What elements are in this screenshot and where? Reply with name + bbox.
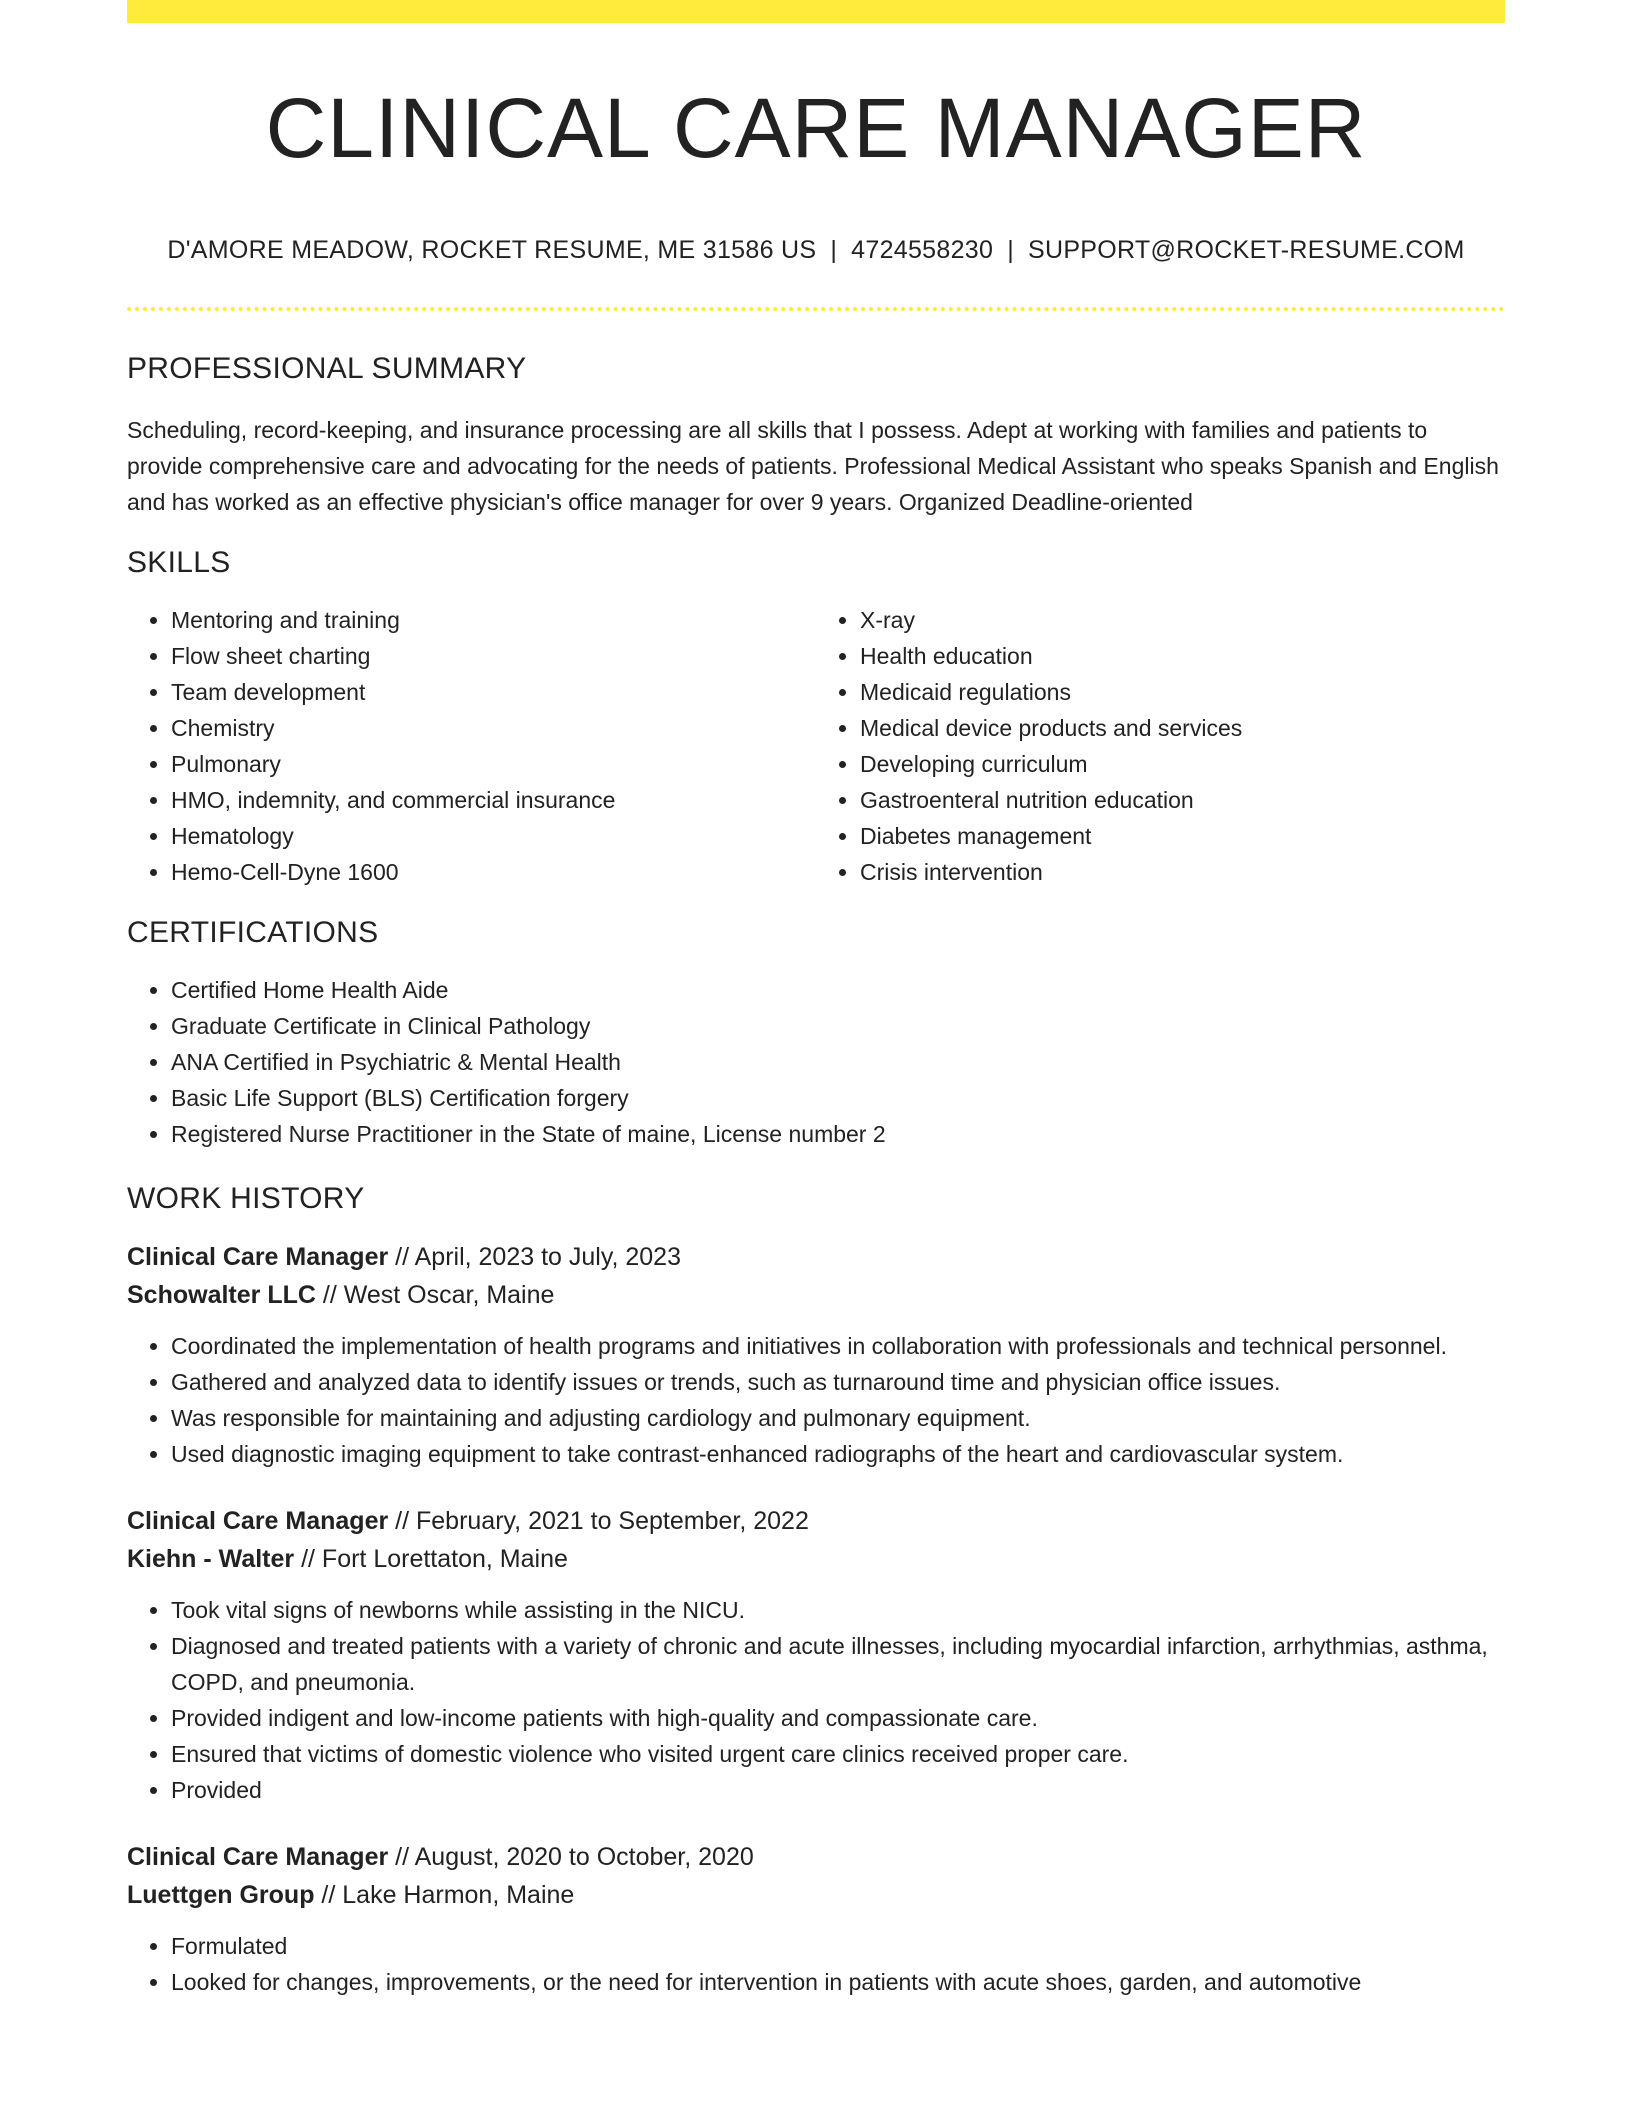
job-title-line <box>127 1502 1505 1540</box>
job-company: Luettgen Group <box>127 1881 315 1909</box>
job-bullet: • Used diagnostic imaging equipment to take contrast-enhanced radiographs of the heart and cardiovascular system. <box>171 1436 1505 1472</box>
skill-item: • Team development <box>171 674 816 710</box>
dotted-divider <box>127 307 1505 311</box>
job-bullets <box>127 1328 1505 1472</box>
certification-item: • ANA Certified in Psychiatric & Mental Health <box>171 1044 1505 1080</box>
job-company-line <box>127 1276 1505 1314</box>
skill-item: • HMO, indemnity, and commercial insurance <box>171 782 816 818</box>
skill-item: • Gastroenteral nutrition education <box>860 782 1505 818</box>
skills-right-list <box>816 602 1505 890</box>
job-title: Clinical Care Manager <box>127 1507 389 1535</box>
job-bullet: • Ensured that victims of domestic violence who visited urgent care clinics received proper care. <box>171 1736 1505 1772</box>
certifications-section <box>127 916 1505 1152</box>
skill-item: • Hematology <box>171 818 816 854</box>
job-entry <box>127 1238 1505 1472</box>
job-dates: // April, 2023 to July, 2023 <box>388 1243 681 1271</box>
summary-text: Scheduling, record-keeping, and insurance processing are all skills that I possess. Adept at working with families and patients to provide comprehensive care and advocating for the needs of patients. Professional Medical Assistant who speaks Spanish and English and has worked as an effective physician's office manager for over 9 years. Organized Deadline-oriented <box>127 417 1499 515</box>
job-company: Kiehn - Walter <box>127 1545 295 1573</box>
skill-item: • X-ray <box>860 602 1505 638</box>
resume-content <box>127 352 1505 2000</box>
job-title-line <box>127 1238 1505 1276</box>
skill-item: • Mentoring and training <box>171 602 816 638</box>
job-title: Clinical Care Manager <box>127 1843 389 1871</box>
job-bullet: • Looked for changes, improvements, or the need for intervention in patients with acute shoes, garden, and automotive <box>171 1964 1505 2000</box>
resume-name: CLINICAL CARE MANAGER <box>265 81 1367 175</box>
summary-section <box>127 352 1505 520</box>
certification-item: • Registered Nurse Practitioner in the State of maine, License number 2 <box>171 1116 1505 1152</box>
work-history-section <box>127 1182 1505 2000</box>
contact-phone: 4724558230 <box>851 236 994 264</box>
job-company-line <box>127 1876 1505 1914</box>
job-title: Clinical Care Manager <box>127 1243 389 1271</box>
job-company-line <box>127 1540 1505 1578</box>
skill-item: • Flow sheet charting <box>171 638 816 674</box>
contact-address: D'AMORE MEADOW, ROCKET RESUME, ME 31586 US <box>167 236 817 264</box>
skill-item: • Crisis intervention <box>860 854 1505 890</box>
job-dates: // February, 2021 to September, 2022 <box>388 1507 809 1535</box>
contact-email: SUPPORT@ROCKET-RESUME.COM <box>1028 236 1465 264</box>
job-bullet: • Was responsible for maintaining and adjusting cardiology and pulmonary equipment. <box>171 1400 1505 1436</box>
skill-item: • Hemo-Cell-Dyne 1600 <box>171 854 816 890</box>
job-dates: // August, 2020 to October, 2020 <box>388 1843 754 1871</box>
skill-item: • Medicaid regulations <box>860 674 1505 710</box>
certification-item: • Basic Life Support (BLS) Certification forgery <box>171 1080 1505 1116</box>
contact-separator: | <box>1007 236 1014 264</box>
skill-item: • Developing curriculum <box>860 746 1505 782</box>
contact-separator: | <box>830 236 838 264</box>
certification-item: • Graduate Certificate in Clinical Pathology <box>171 1008 1505 1044</box>
skill-item: • Medical device products and services <box>860 710 1505 746</box>
skill-item: • Diabetes management <box>860 818 1505 854</box>
job-bullet: • Gathered and analyzed data to identify issues or trends, such as turnaround time and physician office issues. <box>171 1364 1505 1400</box>
skill-item: • Pulmonary <box>171 746 816 782</box>
skills-columns <box>127 602 1505 890</box>
certifications-list <box>127 972 1505 1152</box>
job-bullet: • Provided <box>171 1772 1505 1808</box>
job-entry <box>127 1838 1505 2000</box>
contact-line <box>127 236 1505 265</box>
skills-left-list <box>127 602 816 890</box>
job-location: // Lake Harmon, Maine <box>314 1881 575 1909</box>
job-bullet: • Coordinated the implementation of health programs and initiatives in collaboration with professionals and technical personnel. <box>171 1328 1505 1364</box>
job-company: Schowalter LLC <box>127 1281 316 1309</box>
job-location: // Fort Lorettaton, Maine <box>294 1545 568 1573</box>
job-bullet: • Took vital signs of newborns while assisting in the NICU. <box>171 1592 1505 1628</box>
certification-item: • Certified Home Health Aide <box>171 972 1505 1008</box>
job-bullets <box>127 1592 1505 1808</box>
job-location: // West Oscar, Maine <box>315 1281 555 1309</box>
skills-section <box>127 546 1505 890</box>
skill-item: • Health education <box>860 638 1505 674</box>
job-bullet: • Provided indigent and low-income patients with high-quality and compassionate care. <box>171 1700 1505 1736</box>
job-bullet: • Formulated <box>171 1928 1505 1964</box>
skills-heading: SKILLS <box>127 546 231 579</box>
job-bullet: • Diagnosed and treated patients with a variety of chronic and acute illnesses, including myocardial infarction, arrhythmias, asthma, COPD, and pneumonia. <box>171 1628 1505 1700</box>
accent-bar <box>127 0 1505 23</box>
job-bullets <box>127 1928 1505 2000</box>
job-entry <box>127 1502 1505 1808</box>
certifications-heading: CERTIFICATIONS <box>127 916 379 949</box>
job-title-line <box>127 1838 1505 1876</box>
summary-heading: PROFESSIONAL SUMMARY <box>127 352 527 385</box>
skill-item: • Chemistry <box>171 710 816 746</box>
work-history-heading: WORK HISTORY <box>127 1182 365 1215</box>
